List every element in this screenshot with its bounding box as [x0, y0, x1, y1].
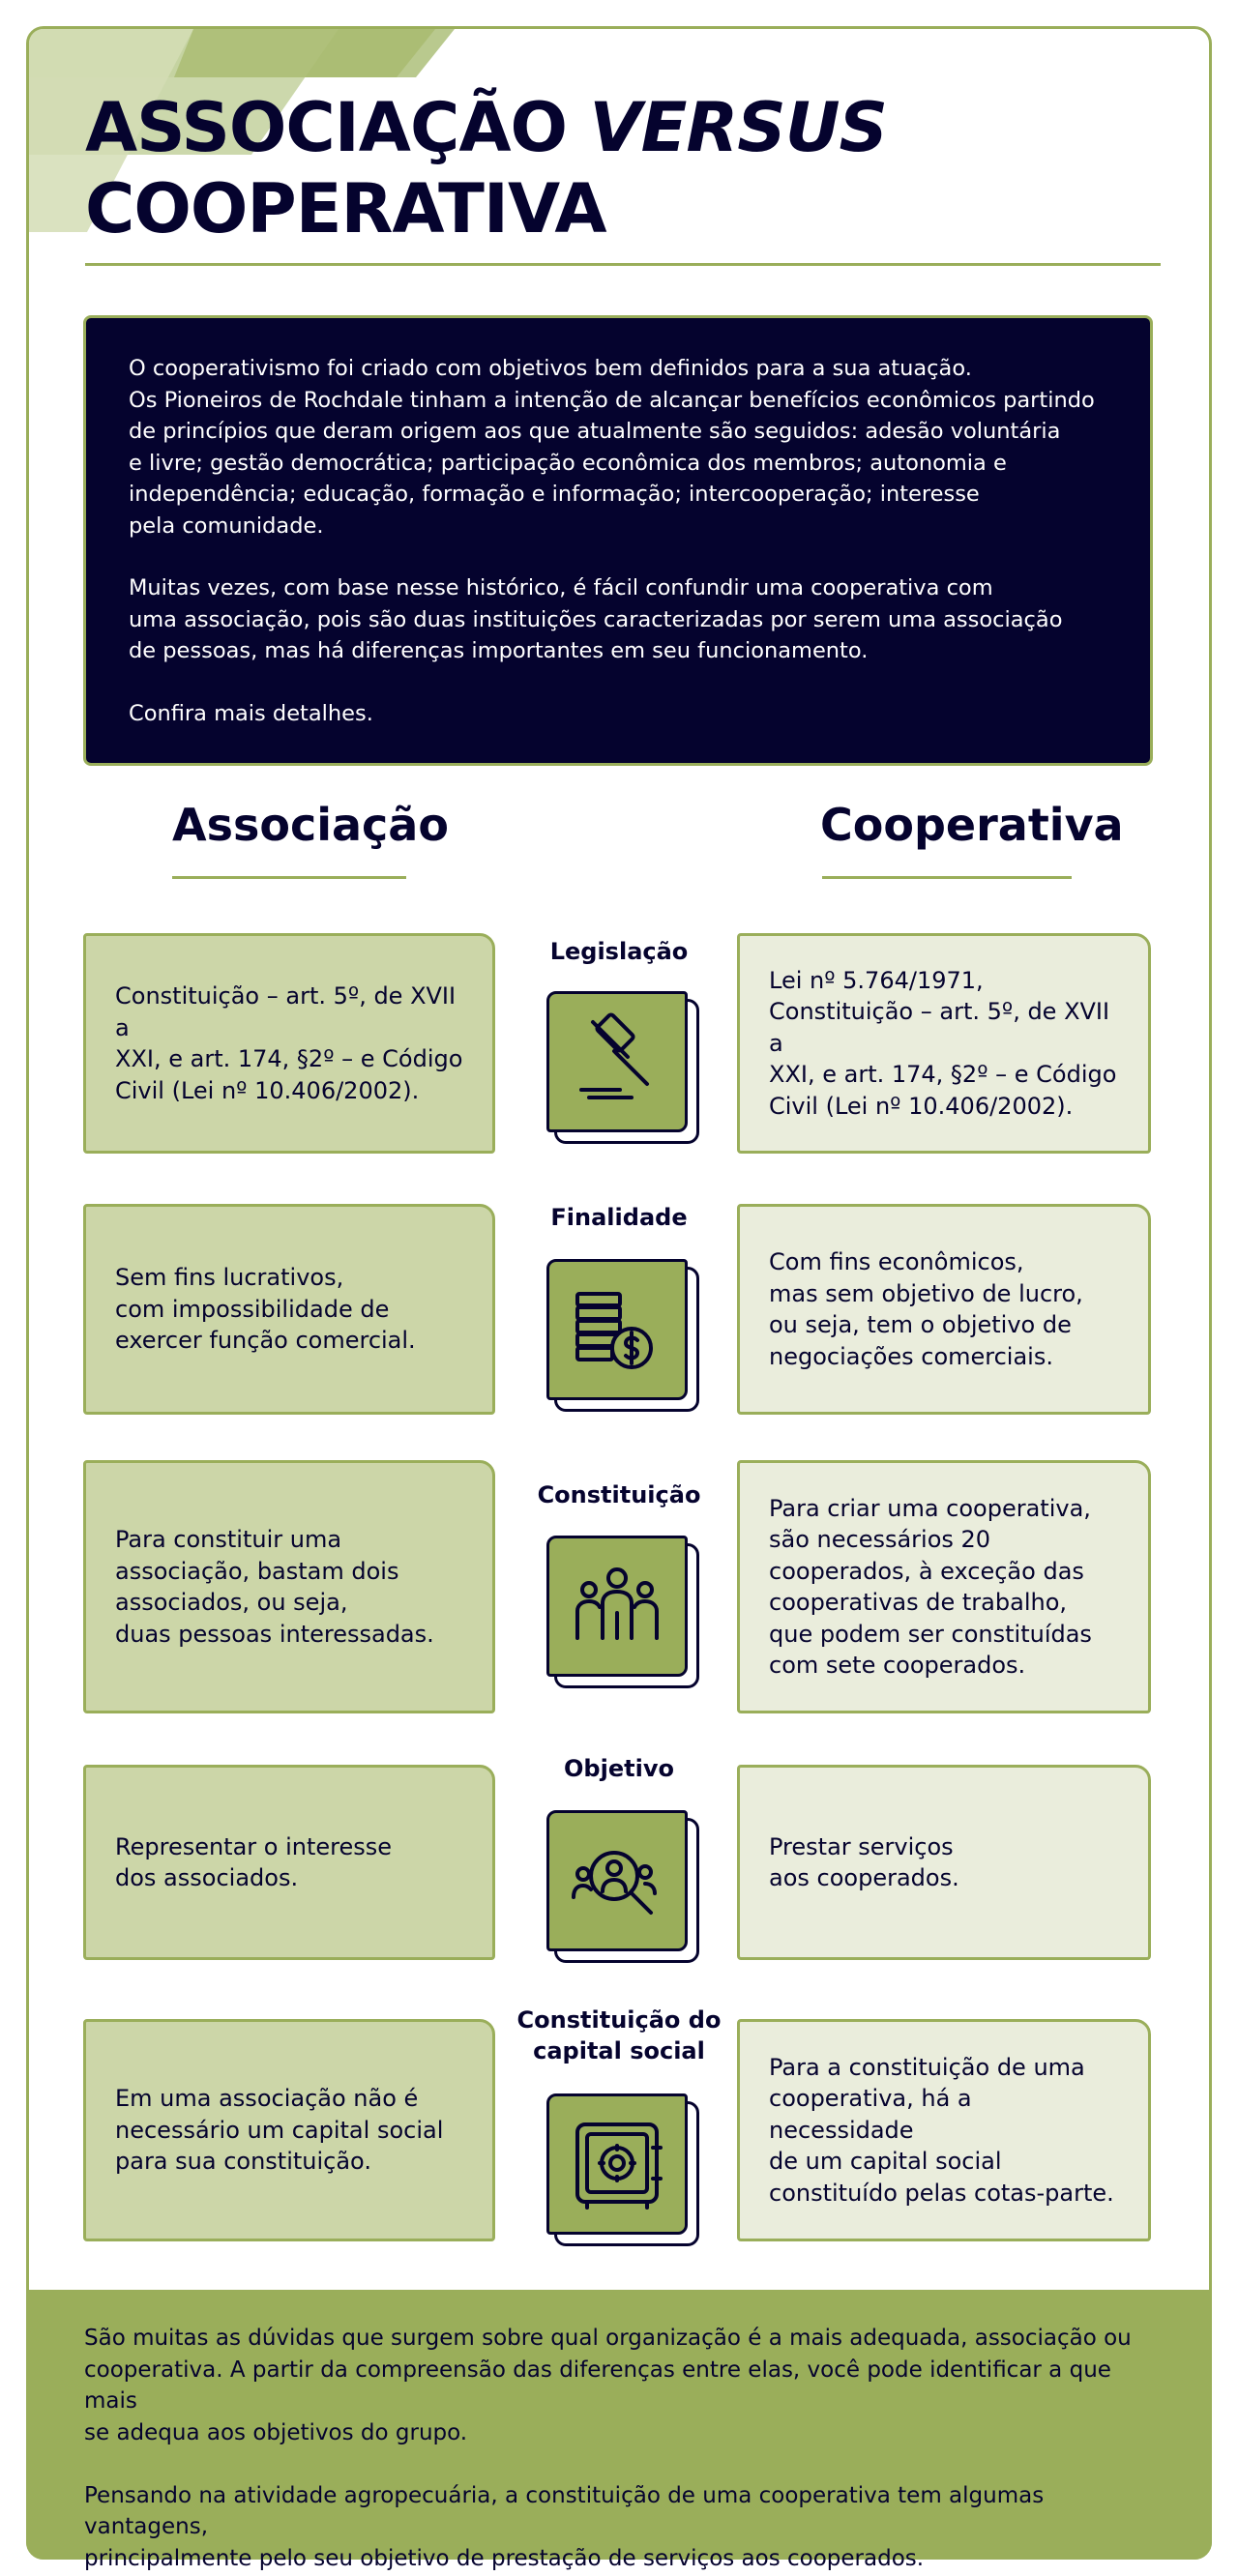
- cooperativa-card-finalidade: [737, 1204, 1151, 1415]
- cooperativa-card-legislacao: [737, 933, 1151, 1154]
- people-search-icon: [546, 1810, 699, 1963]
- associacao-text-objetivo: Representar o interesse dos associados.: [115, 1832, 393, 1891]
- associacao-text-finalidade: Sem fins lucrativos, com impossibilidade de exercer função comercial.: [115, 1264, 416, 1355]
- column-title-associacao: Associação: [172, 799, 449, 851]
- column-title-underline-right: [822, 876, 1072, 879]
- cooperativa-text-legislacao: Lei nº 5.764/1971, Constituição – art. 5º, de XVII a XXI, e art. 174, §2º – e Código Civil (Lei nº 10.406/2002).: [769, 966, 1117, 1120]
- footer-paragraph-1: São muitas as dúvidas que surgem sobre qual organização é a mais adequada, associação ou cooperativa. A partir da compreensão das diferenças entre elas, você pode identificar a que mais se adequa aos objetivos do grupo.: [84, 2326, 1132, 2445]
- money-stack-icon: [546, 1259, 699, 1412]
- intro-paragraph-3: Confira mais detalhes.: [129, 700, 373, 726]
- associacao-card-capital-social: [83, 2019, 495, 2241]
- cooperativa-card-constituicao: [737, 1460, 1151, 1713]
- associacao-text-capital-social: Em uma associação não é necessário um capital social para sua constituição.: [115, 2085, 444, 2176]
- category-label-capital-social: Constituição do capital social: [516, 2006, 722, 2064]
- footer-paragraph-2: Pensando na atividade agropecuária, a constituição de uma cooperativa tem algumas vantagens, principalmente pelo seu objetivo de prestação de serviços aos cooperados.: [84, 2482, 1045, 2571]
- intro-paragraph-2: Muitas vezes, com base nesse histórico, é fácil confundir uma cooperativa com uma associação, pois são duas instituições caracterizadas por serem uma associação de pessoas, mas há diferenças importantes em seu funcionamento.: [129, 575, 1063, 663]
- title-word-versus: VERSUS: [589, 88, 887, 167]
- associacao-card-legislacao: [83, 933, 495, 1154]
- gavel-icon: [546, 991, 699, 1144]
- intro-box: [83, 315, 1153, 766]
- title-divider: [85, 263, 1161, 266]
- associacao-card-objetivo: [83, 1765, 495, 1960]
- cooperativa-text-capital-social: Para a constituição de uma cooperativa, há a necessidade de um capital social constituído pelas cotas-parte.: [769, 2053, 1114, 2207]
- cooperativa-text-finalidade: Com fins econômicos, mas sem objetivo de lucro, ou seja, tem o objetivo de negociações comerciais.: [769, 1248, 1083, 1370]
- associacao-card-finalidade: [83, 1204, 495, 1415]
- title-word-associacao: ASSOCIAÇÃO: [85, 88, 568, 167]
- category-label-constituicao: Constituição: [537, 1481, 701, 1508]
- page-title: [85, 87, 887, 249]
- associacao-card-constituicao: [83, 1460, 495, 1713]
- cooperativa-card-objetivo: [737, 1765, 1151, 1960]
- intro-paragraph-1: O cooperativismo foi criado com objetivos bem definidos para a sua atuação. Os Pioneiros de Rochdale tinham a intenção de alcançar benefícios econômicos partindo de princípios que deram origem aos que atualmente são seguidos: adesão voluntária e livre; gestão democrática; participação econômica dos membros; autonomia e independência; educação, formação e informação; intercooperação; interesse pela comunidade.: [129, 356, 1095, 539]
- column-title-cooperativa: Cooperativa: [820, 799, 1124, 851]
- cooperativa-card-capital-social: [737, 2019, 1151, 2241]
- title-word-cooperativa: COOPERATIVA: [85, 169, 606, 249]
- associacao-text-legislacao: Constituição – art. 5º, de XVII a XXI, e art. 174, §2º – e Código Civil (Lei nº 10.406/2002).: [115, 982, 463, 1104]
- people-group-icon: [546, 1536, 699, 1688]
- category-label-finalidade: Finalidade: [550, 1204, 688, 1231]
- cooperativa-text-constituicao: Para criar uma cooperativa, são necessários 20 cooperados, à exceção das cooperativas de trabalho, que podem ser constituídas com sete cooperados.: [769, 1494, 1092, 1679]
- associacao-text-constituicao: Para constituir uma associação, bastam dois associados, ou seja, duas pessoas interessadas.: [115, 1526, 434, 1648]
- cooperativa-text-objetivo: Prestar serviços aos cooperados.: [769, 1832, 959, 1891]
- column-title-underline-left: [172, 876, 406, 879]
- category-label-legislacao: Legislação: [549, 938, 689, 965]
- category-label-objetivo: Objetivo: [564, 1755, 674, 1782]
- footer-box: [26, 2290, 1212, 2571]
- safe-icon: [546, 2093, 699, 2246]
